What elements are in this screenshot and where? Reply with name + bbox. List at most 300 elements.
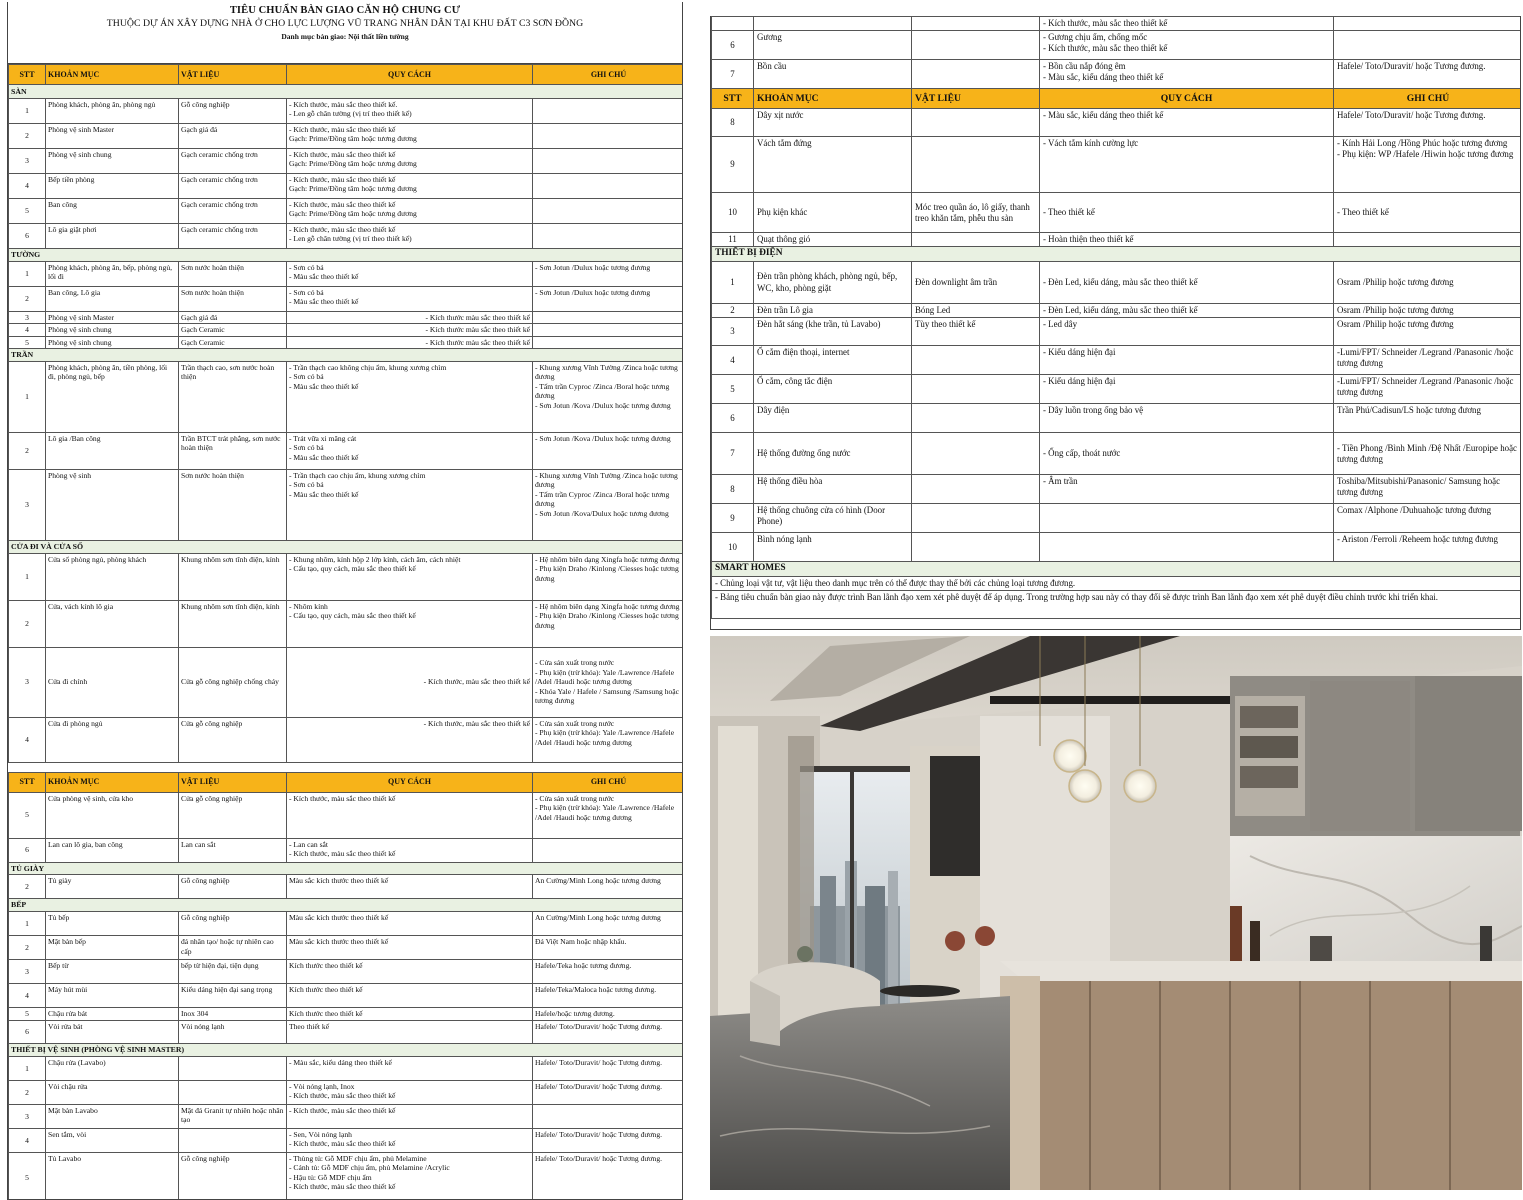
row-material: bếp từ hiện đại, tiện dụng bbox=[179, 960, 287, 984]
row-note: - Tiền Phong /Bình Minh /Đệ Nhất /Europipe hoặc tương đương bbox=[1334, 433, 1522, 475]
row-material: Gạch Ceramic bbox=[179, 324, 287, 336]
column-header-spec: QUY CÁCH bbox=[287, 65, 533, 85]
row-stt: 2 bbox=[9, 875, 46, 899]
row-material bbox=[912, 31, 1040, 60]
row-item: Phòng vệ sinh Master bbox=[46, 311, 179, 323]
row-spec: Màu sắc kích thước theo thiết kế bbox=[287, 936, 533, 960]
row-spec: - Kích thước, màu sắc theo thiết kế bbox=[1040, 17, 1334, 31]
document-subtitle: THUỘC DỰ ÁN XÂY DỰNG NHÀ Ở CHO LỰC LƯỢNG VŨ TRANG NHÂN DÂN TẠI KHU ĐẤT C3 SƠN ĐỒNG bbox=[106, 18, 584, 30]
row-spec: - Vách tắm kính cường lực bbox=[1040, 137, 1334, 193]
row-item: Chậu rửa (Lavabo) bbox=[46, 1056, 179, 1080]
row-material: Lan can sắt bbox=[179, 838, 287, 862]
row-spec: - Kích thước, màu sắc theo thiết kế Gạch: Prime/Đồng tâm hoặc tương đương bbox=[287, 124, 533, 149]
row-stt: 5 bbox=[9, 199, 46, 224]
table-row bbox=[712, 346, 1522, 375]
row-note bbox=[533, 838, 684, 862]
row-stt: 2 bbox=[9, 432, 46, 469]
row-material: Gạch giả đá bbox=[179, 124, 287, 149]
section-row bbox=[9, 249, 684, 262]
row-note: Hafele/ Toto/Duravit/ hoặc Tương đương. bbox=[533, 1128, 684, 1152]
table-row bbox=[9, 336, 684, 348]
column-header-note: GHI CHÚ bbox=[533, 65, 684, 85]
row-note: Osram /Philip hoặc tương đương bbox=[1334, 304, 1522, 318]
row-note: Hafele/ Toto/Duravit/ hoặc Tương đương. bbox=[533, 1021, 684, 1044]
row-material: đá nhân tạo/ hoặc tự nhiên cao cấp bbox=[179, 936, 287, 960]
row-spec: - Gương chịu ẩm, chống mốc - Kích thước, màu sắc theo thiết kế bbox=[1040, 31, 1334, 60]
row-stt: 5 bbox=[9, 336, 46, 348]
table-row bbox=[9, 792, 684, 838]
row-spec: - Dây luồn trong ống bảo vệ bbox=[1040, 404, 1334, 433]
table-row bbox=[712, 318, 1522, 346]
row-spec: - Kiểu dáng hiện đại bbox=[1040, 375, 1334, 404]
row-material: Trần thạch cao, sơn nước hoàn thiện bbox=[179, 361, 287, 432]
row-item: Máy hút mùi bbox=[46, 984, 179, 1008]
column-header-item: KHOẢN MỤC bbox=[46, 772, 179, 792]
row-material: Kiểu dáng hiện đại sang trọng bbox=[179, 984, 287, 1008]
row-stt: 1 bbox=[9, 912, 46, 936]
row-item: Mặt bàn Lavabo bbox=[46, 1104, 179, 1128]
table-row bbox=[9, 324, 684, 336]
row-material: Sơn nước hoàn thiện bbox=[179, 286, 287, 311]
footnote-row bbox=[712, 576, 1522, 590]
table-row bbox=[9, 432, 684, 469]
row-item: Phòng vệ sinh chung bbox=[46, 336, 179, 348]
row-material: Khung nhôm sơn tĩnh điện, kính bbox=[179, 553, 287, 600]
row-material bbox=[912, 233, 1040, 247]
table-header-row bbox=[712, 89, 1522, 109]
row-note: - Sơn Jotun /Kova /Dulux hoặc tương đương bbox=[533, 432, 684, 469]
footnote-text: - Chủng loại vật tư, vật liệu theo danh mục trên có thể được thay thế bởi các chủng loại tương đương. bbox=[712, 576, 1522, 590]
row-note: Hafele/ Toto/Duravit/ hoặc Tương đương. bbox=[533, 1056, 684, 1080]
row-stt: 3 bbox=[9, 647, 46, 717]
row-spec: - Hoàn thiện theo thiết kế bbox=[1040, 233, 1334, 247]
row-stt: 6 bbox=[9, 1021, 46, 1044]
row-item: Đèn trần phòng khách, phòng ngủ, bếp, WC, kho, phòng giặt bbox=[754, 262, 912, 304]
row-item bbox=[754, 17, 912, 31]
row-stt: 2 bbox=[9, 600, 46, 647]
table-row bbox=[712, 193, 1522, 233]
table-row bbox=[712, 304, 1522, 318]
row-item: Hệ thống chuông cửa có hình (Door Phone) bbox=[754, 504, 912, 533]
row-spec: - Thùng tủ: Gỗ MDF chịu ẩm, phủ Melamine - Cánh tủ: Gỗ MDF chịu ẩm, phủ Melamine /Acrylic - Hậu tủ: Gỗ MDF chịu ẩm - Kích thước, màu sắc theo thiết kế bbox=[287, 1152, 533, 1200]
table-row bbox=[712, 433, 1522, 475]
row-item: Ban công bbox=[46, 199, 179, 224]
row-note: Comax /Alphone /Duhuahoặc tương đương bbox=[1334, 504, 1522, 533]
table-header-row bbox=[9, 772, 684, 792]
row-spec: - Trát vữa xi măng cát - Sơn có bả - Màu sắc theo thiết kế bbox=[287, 432, 533, 469]
section-row bbox=[9, 1044, 684, 1057]
column-header-material: VẬT LIỆU bbox=[179, 772, 287, 792]
row-spec: - Kích thước màu sắc theo thiết kế bbox=[287, 336, 533, 348]
row-item: Dây xịt nước bbox=[754, 109, 912, 137]
row-note bbox=[533, 224, 684, 249]
row-material: Tùy theo thiết kế bbox=[912, 318, 1040, 346]
page-gap bbox=[9, 762, 684, 772]
table-row bbox=[9, 1152, 684, 1200]
table-row bbox=[9, 149, 684, 174]
row-material bbox=[912, 404, 1040, 433]
row-stt: 9 bbox=[712, 504, 754, 533]
row-item: Phòng khách, phòng ăn, tiền phòng, lối đi, phòng ngủ, bếp bbox=[46, 361, 179, 432]
row-stt: 3 bbox=[9, 149, 46, 174]
table-row bbox=[9, 124, 684, 149]
table-row bbox=[9, 174, 684, 199]
row-item: Cửa sổ phòng ngủ, phòng khách bbox=[46, 553, 179, 600]
row-spec: - Khung nhôm, kính hộp 2 lớp kính, cách âm, cách nhiệt - Cấu tạo, quy cách, màu sắc theo thiết kế bbox=[287, 553, 533, 600]
row-stt: 1 bbox=[9, 553, 46, 600]
row-note: Hafele/ Toto/Duravit/ hoặc Tương đương. bbox=[533, 1152, 684, 1200]
row-material bbox=[912, 375, 1040, 404]
row-material: Sơn nước hoàn thiện bbox=[179, 261, 287, 286]
row-spec: - Đèn Led, kiểu dáng, màu sắc theo thiết kế bbox=[1040, 304, 1334, 318]
table-row bbox=[712, 504, 1522, 533]
table-row bbox=[9, 469, 684, 540]
row-item: Tủ giày bbox=[46, 875, 179, 899]
table-row bbox=[712, 262, 1522, 304]
row-material: Gạch ceramic chống trơn bbox=[179, 174, 287, 199]
table-row bbox=[9, 1080, 684, 1104]
section-row bbox=[9, 85, 684, 99]
table-row bbox=[712, 233, 1522, 247]
row-spec: - Kích thước, màu sắc theo thiết kế bbox=[287, 792, 533, 838]
table-row bbox=[712, 375, 1522, 404]
document-title: TIÊU CHUẨN BÀN GIAO CĂN HỘ CHUNG CƯ bbox=[229, 5, 461, 16]
section-title: THIẾT BỊ VỆ SINH (PHÒNG VỆ SINH MASTER) bbox=[9, 1044, 684, 1057]
row-note: - Khung xương Vĩnh Tường /Zinca hoặc tương đương - Tấm trần Cyproc /Zinca /Boral hoặc tương đương - Sơn Jotun /Kova /Dulux hoặc tương đương bbox=[533, 361, 684, 432]
row-spec: - Ống cấp, thoát nước bbox=[1040, 433, 1334, 475]
row-note: Osram /Philip hoặc tương đương bbox=[1334, 262, 1522, 304]
row-note: An Cường/Minh Long hoặc tương đương bbox=[533, 875, 684, 899]
row-note: -Lumi/FPT/ Schneider /Legrand /Panasonic /hoặc tương đương bbox=[1334, 346, 1522, 375]
row-spec: - Sơn có bả - Màu sắc theo thiết kế bbox=[287, 286, 533, 311]
row-spec: - Kích thước màu sắc theo thiết kế bbox=[287, 311, 533, 323]
row-note: - Theo thiết kế bbox=[1334, 193, 1522, 233]
row-spec: - Lan can sắt - Kích thước, màu sắc theo thiết kế bbox=[287, 838, 533, 862]
row-material bbox=[912, 60, 1040, 89]
section-row bbox=[712, 562, 1522, 577]
section-title: SÀN bbox=[9, 85, 684, 99]
section-row bbox=[9, 349, 684, 362]
row-spec: - Kích thước, màu sắc theo thiết kế. - Len gỗ chân tường (vị trí theo thiết kế) bbox=[287, 99, 533, 124]
table-row bbox=[712, 475, 1522, 504]
column-header-stt: STT bbox=[9, 65, 46, 85]
row-item: Phòng khách, phòng ăn, bếp, phòng ngủ, lối đi bbox=[46, 261, 179, 286]
section-row bbox=[9, 540, 684, 553]
row-item: Tủ bếp bbox=[46, 912, 179, 936]
row-spec: - Âm trần bbox=[1040, 475, 1334, 504]
row-material: Trần BTCT trát phẳng, sơn nước hoàn thiện bbox=[179, 432, 287, 469]
column-header-material: VẬT LIỆU bbox=[179, 65, 287, 85]
row-note bbox=[533, 149, 684, 174]
table-row bbox=[9, 311, 684, 323]
row-note bbox=[533, 1104, 684, 1128]
row-note: Hafele/hoặc tương đương. bbox=[533, 1008, 684, 1021]
row-note: -Lumi/FPT/ Schneider /Legrand /Panasonic /hoặc tương đương bbox=[1334, 375, 1522, 404]
column-header-item: KHOẢN MỤC bbox=[754, 89, 912, 109]
row-spec: - Đèn Led, kiểu dáng, màu sắc theo thiết kế bbox=[1040, 262, 1334, 304]
table-row bbox=[712, 137, 1522, 193]
row-stt: 2 bbox=[9, 286, 46, 311]
row-stt: 5 bbox=[9, 792, 46, 838]
row-spec: - Kích thước, màu sắc theo thiết kế bbox=[287, 1104, 533, 1128]
row-note: - Hệ nhôm biên dạng Xingfa hoặc tương đương - Phụ kiện Draho /Kinlong /Ciesses hoặc tương đương bbox=[533, 553, 684, 600]
row-material bbox=[912, 433, 1040, 475]
spec-sheet-page-2 bbox=[710, 16, 1521, 630]
row-note: Hafele/ Toto/Duravit/ hoặc Tương đương. bbox=[1334, 109, 1522, 137]
row-item: Phụ kiện khác bbox=[754, 193, 912, 233]
row-stt: 1 bbox=[9, 361, 46, 432]
row-item: Gương bbox=[754, 31, 912, 60]
row-stt: 4 bbox=[9, 1128, 46, 1152]
document-header bbox=[8, 2, 682, 64]
section-title: TRẦN bbox=[9, 349, 684, 362]
column-header-note: GHI CHÚ bbox=[1334, 89, 1522, 109]
section-title: SMART HOMES bbox=[712, 562, 1522, 577]
row-spec: - Nhôm kính - Cấu tạo, quy cách, màu sắc theo thiết kế bbox=[287, 600, 533, 647]
row-note: - Khung xương Vĩnh Tường /Zinca hoặc tương đương - Tấm trần Cyproc /Zinca /Boral hoặc tương đương - Sơn Jotun /Kova/Dulux hoặc tương đương bbox=[533, 469, 684, 540]
column-header-material: VẬT LIỆU bbox=[912, 89, 1040, 109]
row-material: Gạch giả đá bbox=[179, 311, 287, 323]
row-stt: 9 bbox=[712, 137, 754, 193]
row-stt: 4 bbox=[9, 174, 46, 199]
footnote-text: - Bảng tiêu chuẩn bàn giao này được trình Ban lãnh đạo xem xét phê duyệt để áp dụng. Trong trường hợp sau này có thay đổi sẽ được trình Ban lãnh đạo xem xét phê duyệt điều chỉnh trước khi triển khai. bbox=[712, 591, 1522, 619]
page-gap-cell bbox=[9, 762, 684, 772]
row-stt: 10 bbox=[712, 193, 754, 233]
row-note: Trần Phú/Cadisun/LS hoặc tương đương bbox=[1334, 404, 1522, 433]
row-note: - Hệ nhôm biên dạng Xingfa hoặc tương đương - Phụ kiện Draho /Kinlong /Ciesses hoặc tương đương bbox=[533, 600, 684, 647]
row-item: Vòi chậu rửa bbox=[46, 1080, 179, 1104]
row-spec: Màu sắc kích thước theo thiết kế bbox=[287, 912, 533, 936]
row-stt: 10 bbox=[712, 533, 754, 562]
row-stt: 7 bbox=[712, 60, 754, 89]
row-material bbox=[912, 346, 1040, 375]
document-category: Danh mục bàn giao: Nội thất liền tường bbox=[281, 32, 409, 42]
row-note: - Cửa sản xuất trong nước - Phụ kiện (trừ khóa): Yale /Lawrence /Hafele /Adel /Haudi hoặc tương đương bbox=[533, 792, 684, 838]
table-row bbox=[9, 1128, 684, 1152]
row-item: Lô gia /Ban công bbox=[46, 432, 179, 469]
row-item: Bếp tiền phòng bbox=[46, 174, 179, 199]
row-note: - Sơn Jotun /Dulux hoặc tương đương bbox=[533, 261, 684, 286]
row-item: Dây điện bbox=[754, 404, 912, 433]
row-note bbox=[1334, 17, 1522, 31]
table-row bbox=[9, 936, 684, 960]
row-stt: 3 bbox=[9, 469, 46, 540]
row-note: Toshiba/Mitsubishi/Panasonic/ Samsung hoặc tương đương bbox=[1334, 475, 1522, 504]
row-item: Cửa đi phòng ngủ bbox=[46, 717, 179, 762]
table-row bbox=[712, 404, 1522, 433]
row-note: An Cường/Minh Long hoặc tương đương bbox=[533, 912, 684, 936]
table-row bbox=[712, 17, 1522, 31]
row-stt: 8 bbox=[712, 109, 754, 137]
kitchen-living-room-render bbox=[710, 636, 1522, 1190]
row-material: Gạch ceramic chống trơn bbox=[179, 224, 287, 249]
table-row bbox=[9, 1104, 684, 1128]
row-item: Chậu rửa bát bbox=[46, 1008, 179, 1021]
row-stt: 4 bbox=[712, 346, 754, 375]
row-stt: 3 bbox=[9, 1104, 46, 1128]
row-material: Gỗ công nghiệp bbox=[179, 912, 287, 936]
row-spec: - Kích thước, màu sắc theo thiết kế - Len gỗ chân tường (vị trí theo thiết kế) bbox=[287, 224, 533, 249]
row-stt: 1 bbox=[9, 261, 46, 286]
table-row bbox=[9, 717, 684, 762]
row-item: Vách tắm đứng bbox=[754, 137, 912, 193]
row-stt: 6 bbox=[712, 404, 754, 433]
section-title: THIẾT BỊ ĐIỆN bbox=[712, 247, 1522, 262]
row-item: Bếp từ bbox=[46, 960, 179, 984]
table-header-row bbox=[9, 65, 684, 85]
row-item: Tủ Lavabo bbox=[46, 1152, 179, 1200]
table-row bbox=[9, 912, 684, 936]
row-note: - Cửa sản xuất trong nước - Phụ kiện (trừ khóa): Yale /Lawrence /Hafele /Adel /Haudi hoặc tương đương - Khóa Yale / Hafele / Samsung /Samsung hoặc tương đương bbox=[533, 647, 684, 717]
table-row bbox=[9, 1008, 684, 1021]
row-spec: - Kích thước, màu sắc theo thiết kế Gạch: Prime/Đồng tâm hoặc tương đương bbox=[287, 199, 533, 224]
row-spec: Màu sắc kích thước theo thiết kế bbox=[287, 875, 533, 899]
row-material bbox=[179, 1080, 287, 1104]
row-stt: 8 bbox=[712, 475, 754, 504]
section-row bbox=[712, 247, 1522, 262]
section-row bbox=[9, 862, 684, 875]
column-header-stt: STT bbox=[9, 772, 46, 792]
row-note: Osram /Philip hoặc tương đương bbox=[1334, 318, 1522, 346]
row-stt: 11 bbox=[712, 233, 754, 247]
row-spec: - Bồn cầu nắp đóng êm - Màu sắc, kiểu dáng theo thiết kế bbox=[1040, 60, 1334, 89]
table-row bbox=[9, 960, 684, 984]
row-item: Hệ thống điều hòa bbox=[754, 475, 912, 504]
row-spec: - Kiểu dáng hiện đại bbox=[1040, 346, 1334, 375]
row-material bbox=[912, 137, 1040, 193]
row-material: Khung nhôm sơn tĩnh điện, kính bbox=[179, 600, 287, 647]
column-header-note: GHI CHÚ bbox=[533, 772, 684, 792]
row-material bbox=[912, 475, 1040, 504]
table-row bbox=[9, 600, 684, 647]
row-material: Cửa gỗ công nghiệp chống cháy bbox=[179, 647, 287, 717]
table-row bbox=[9, 361, 684, 432]
row-note bbox=[1334, 233, 1522, 247]
row-material bbox=[179, 1128, 287, 1152]
row-note bbox=[533, 324, 684, 336]
row-note: - Kính Hải Long /Hồng Phúc hoặc tương đương - Phụ kiện: WP /Hafele /Hiwin hoặc tương đương bbox=[1334, 137, 1522, 193]
row-spec bbox=[1040, 533, 1334, 562]
row-material: Bóng Led bbox=[912, 304, 1040, 318]
column-header-spec: QUY CÁCH bbox=[287, 772, 533, 792]
section-title: TƯỜNG bbox=[9, 249, 684, 262]
row-item: Ban công, Lô gia bbox=[46, 286, 179, 311]
row-stt: 3 bbox=[9, 960, 46, 984]
row-material: Gạch Ceramic bbox=[179, 336, 287, 348]
row-material: Gỗ công nghiệp bbox=[179, 1152, 287, 1200]
row-spec: - Sơn có bả - Màu sắc theo thiết kế bbox=[287, 261, 533, 286]
row-material: Sơn nước hoàn thiện bbox=[179, 469, 287, 540]
row-item: Ổ cắm, công tắc điện bbox=[754, 375, 912, 404]
row-material bbox=[912, 533, 1040, 562]
row-stt: 5 bbox=[9, 1152, 46, 1200]
row-material: Gỗ công nghiệp bbox=[179, 99, 287, 124]
row-material bbox=[912, 109, 1040, 137]
row-material: Cửa gỗ công nghiệp bbox=[179, 717, 287, 762]
row-note bbox=[533, 99, 684, 124]
table-row bbox=[712, 109, 1522, 137]
footnote-row bbox=[712, 591, 1522, 619]
table-row bbox=[9, 984, 684, 1008]
row-item: Phòng vệ sinh chung bbox=[46, 149, 179, 174]
row-spec: Theo thiết kế bbox=[287, 1021, 533, 1044]
row-spec: - Led dây bbox=[1040, 318, 1334, 346]
row-item: Mặt bàn bếp bbox=[46, 936, 179, 960]
row-note: Hafele/Teka hoặc tương đương. bbox=[533, 960, 684, 984]
table-row bbox=[712, 31, 1522, 60]
column-header-item: KHOẢN MỤC bbox=[46, 65, 179, 85]
row-spec: - Màu sắc, kiểu dáng theo thiết kế bbox=[1040, 109, 1334, 137]
row-item: Phòng vệ sinh chung bbox=[46, 324, 179, 336]
row-material: Cửa gỗ công nghiệp bbox=[179, 792, 287, 838]
row-stt: 4 bbox=[9, 324, 46, 336]
row-note bbox=[533, 199, 684, 224]
row-spec: - Trần thạch cao không chịu ẩm, khung xương chìm - Sơn có bả - Màu sắc theo thiết kế bbox=[287, 361, 533, 432]
table-row bbox=[9, 199, 684, 224]
row-stt: 2 bbox=[9, 1080, 46, 1104]
row-spec: Kích thước theo thiết kế bbox=[287, 1008, 533, 1021]
table-row bbox=[9, 286, 684, 311]
row-stt: 2 bbox=[9, 124, 46, 149]
row-item: Ổ cắm điện thoại, internet bbox=[754, 346, 912, 375]
row-note: Đá Việt Nam hoặc nhập khẩu. bbox=[533, 936, 684, 960]
section-title: CỬA ĐI VÀ CỬA SỔ bbox=[9, 540, 684, 553]
row-stt: 1 bbox=[9, 99, 46, 124]
row-item: Bình nóng lạnh bbox=[754, 533, 912, 562]
row-spec: - Vòi nóng lạnh, Inox - Kích thước, màu sắc theo thiết kế bbox=[287, 1080, 533, 1104]
row-note bbox=[1334, 31, 1522, 60]
row-note bbox=[533, 174, 684, 199]
column-header-spec: QUY CÁCH bbox=[1040, 89, 1334, 109]
row-spec: - Trần thạch cao chịu ẩm, khung xương chìm - Sơn có bả - Màu sắc theo thiết kế bbox=[287, 469, 533, 540]
table-row bbox=[712, 533, 1522, 562]
row-stt: 4 bbox=[9, 717, 46, 762]
row-material bbox=[912, 17, 1040, 31]
row-stt: 1 bbox=[712, 262, 754, 304]
row-stt: 1 bbox=[9, 1056, 46, 1080]
row-spec bbox=[1040, 504, 1334, 533]
spec-sheet-page-1 bbox=[7, 2, 683, 1200]
row-spec: - Kích thước, màu sắc theo thiết kế bbox=[287, 717, 533, 762]
row-item: Sen tắm, vòi bbox=[46, 1128, 179, 1152]
row-item: Quạt thông gió bbox=[754, 233, 912, 247]
interior-render-image bbox=[710, 636, 1522, 1190]
row-stt bbox=[712, 17, 754, 31]
row-item: Lô gia giặt phơi bbox=[46, 224, 179, 249]
row-note: - Cửa sản xuất trong nước - Phụ kiện (trừ khóa): Yale /Lawrence /Hafele /Adel /Haudi hoặc tương đương bbox=[533, 717, 684, 762]
row-spec: Kích thước theo thiết kế bbox=[287, 984, 533, 1008]
row-item: Lan can lô gia, ban công bbox=[46, 838, 179, 862]
row-item: Phòng vệ sinh bbox=[46, 469, 179, 540]
row-spec: - Sen, Vòi nóng lạnh - Kích thước, màu sắc theo thiết kế bbox=[287, 1128, 533, 1152]
row-stt: 6 bbox=[712, 31, 754, 60]
table-row bbox=[9, 1056, 684, 1080]
row-stt: 5 bbox=[712, 375, 754, 404]
row-note bbox=[533, 336, 684, 348]
row-material: Gạch ceramic chống trơn bbox=[179, 199, 287, 224]
row-stt: 2 bbox=[712, 304, 754, 318]
row-spec: Kích thước theo thiết kế bbox=[287, 960, 533, 984]
row-spec: - Kích thước màu sắc theo thiết kế bbox=[287, 324, 533, 336]
row-material: Gạch ceramic chống trơn bbox=[179, 149, 287, 174]
table-row bbox=[9, 838, 684, 862]
row-item: Cửa phòng vệ sinh, cửa kho bbox=[46, 792, 179, 838]
handover-spec-table-right bbox=[711, 16, 1521, 619]
row-stt: 2 bbox=[9, 936, 46, 960]
section-title: TỦ GIÀY bbox=[9, 862, 684, 875]
row-material: Mặt đá Granit tự nhiên hoặc nhân tạo bbox=[179, 1104, 287, 1128]
row-item: Cửa đi chính bbox=[46, 647, 179, 717]
